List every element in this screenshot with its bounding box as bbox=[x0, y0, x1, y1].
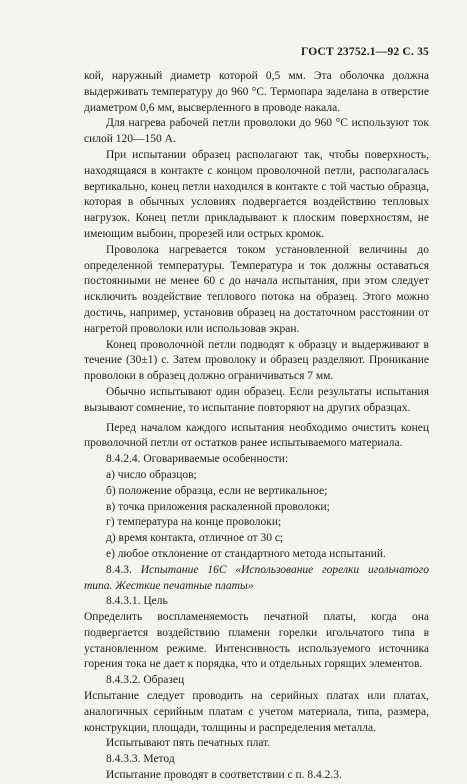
paragraph-5: Конец проволочной петли подводят к образцу и выдерживают в течение (30±1) с. Затем проволоку и образец разделяют. Проникание проволоки в образец должно ограничиваться 7 мм. bbox=[84, 338, 429, 383]
paragraph-4: Проволока нагревается током установленной величины до определенной температуры. Температура и ток должны оставаться постоянными не менее 60 с до начала испытания, при этом следует исключить воздействие теплового потока на образец. Этого можно достичь, например, установив образец на достаточном расстоянии от нагретой проволоки или использовав экран. bbox=[84, 243, 429, 335]
section-8432: 8.4.3.2. Образец bbox=[106, 674, 185, 687]
paragraph-10: Испытывают пять печатных плат. bbox=[106, 737, 271, 750]
section-843-heading bbox=[84, 563, 429, 595]
paragraph-7: Перед началом каждого испытания необходимо очистить конец проволочной петли от остатков ранее испытываемого материала. bbox=[84, 421, 429, 450]
section-8431: 8.4.3.1. Цель bbox=[106, 595, 168, 608]
paragraph-6: Обычно испытывают один образец. Если результаты испытания вызывают сомнение, то испытание повторяют на других образцах. bbox=[84, 385, 429, 414]
list-item: а) число образцов; bbox=[106, 468, 197, 481]
list-item: д) время контакта, отличное от 30 с; bbox=[106, 532, 284, 545]
paragraph-9: Испытание следует проводить на серийных платах или платах, аналогичных серийным платам с учетом материала, типа, размера, конструкции, площади, толщины и распределения металла. bbox=[84, 690, 429, 734]
page-header: ГОСТ 23752.1—92 С. 35 bbox=[301, 46, 429, 58]
list-item: г) температура на конце проволоки; bbox=[106, 516, 282, 529]
section-843-title: Испытание 16С «Использование горелки игольчатого типа. Жесткие печатные платы» bbox=[84, 563, 429, 592]
list-item: в) точка приложения раскаленной проволоки; bbox=[106, 500, 330, 513]
list-item: б) положение образца, если не вертикальное; bbox=[106, 484, 328, 497]
list-item: е) любое отклонение от стандартного метода испытаний. bbox=[106, 547, 386, 560]
paragraph-8: Определить воспламеняемость печатной платы, когда она подвергается воздействию пламени горелки игольчатого типа в установленном режиме. Интенсивность используемого источника горения тока не дает к порядка, что и отдельных горящих элементов. bbox=[84, 611, 429, 671]
section-8424: 8.4.2.4. Оговариваемые особенности: bbox=[106, 453, 289, 466]
paragraph-11: Испытание проводят в соответствии с п. 8.4.2.3. bbox=[106, 769, 342, 782]
section-843-number: 8.4.3. bbox=[106, 563, 132, 576]
section-8433: 8.4.3.3. Метод bbox=[106, 753, 175, 766]
paragraph-3: При испытании образец располагают так, чтобы поверхность, находящаяся в контакте с концом проволочной петли, располагалась вертикально, конец петли находился в контакте с той частью образца, которая в обычных условиях подвергается воздействию тепловых нагрузок. Конец петли прикладывают к плоским поверхностям, не имеющим выбоин, прорезей или острых кромок. bbox=[84, 148, 429, 240]
paragraph-2: Для нагрева рабочей петли проволоки до 960 °С используют ток силой 120—150 А. bbox=[84, 117, 429, 146]
body-text bbox=[84, 69, 429, 784]
paragraph-1: кой, наружный диаметр которой 0,5 мм. Эта оболочка должна выдерживать температуру до 960 °С. Термопара заделана в отверстие диаметром 0,6 мм, высверленного в проводе накала. bbox=[84, 70, 429, 114]
